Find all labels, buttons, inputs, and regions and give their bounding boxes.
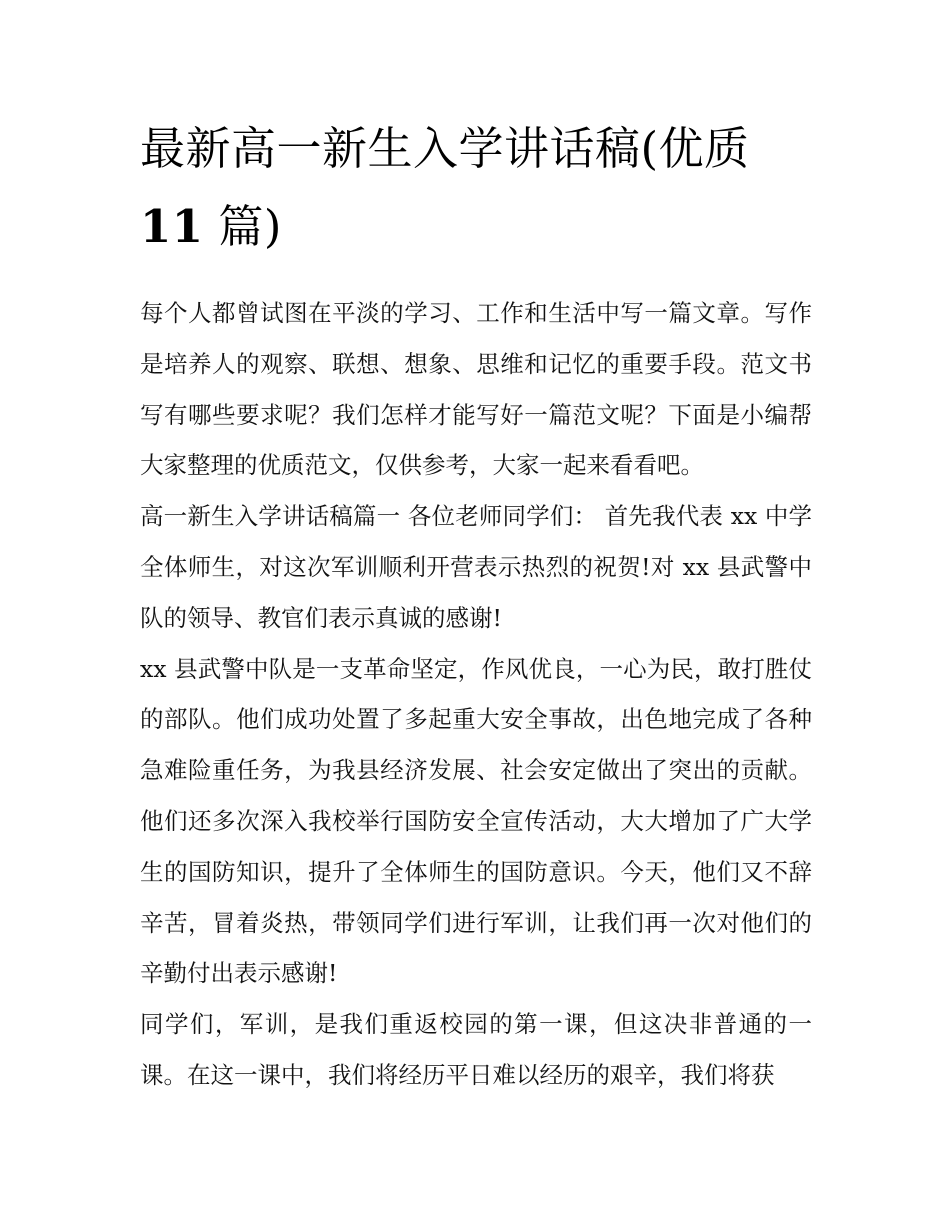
paragraph-greeting: 高一新生入学讲话稿篇一 各位老师同学们： 首先我代表 xx 中学全体师生，对这次军训顺利开营表示热烈的祝贺!对 xx 县武警中队的领导、教官们表示真诚的感谢! bbox=[140, 502, 812, 632]
document-content bbox=[140, 110, 812, 1101]
paragraph-armed-police: xx 县武警中队是一支革命坚定，作风优良，一心为民，敢打胜仗的部队。他们成功处置了多起重大安全事故，出色地完成了各种急难险重任务，为我县经济发展、社会安定做出了突出的贡献。他们还多次深入我校举行国防安全宣传活动，大大增加了广大学生的国防知识，提升了全体师生的国防意识。今天，他们又不辞辛苦，冒着炎热，带领同学们进行军训，让我们再一次对他们的辛勤付出表示感谢! bbox=[140, 654, 812, 988]
title-line-1: 最新高一新生入学讲话稿(优质 bbox=[140, 122, 750, 175]
title-line-2: 篇) bbox=[203, 200, 282, 253]
paragraph-intro: 每个人都曾试图在平淡的学习、工作和生活中写一篇文章。写作是培养人的观察、联想、想象、思维和记忆的重要手段。范文书写有哪些要求呢？我们怎样才能写好一篇范文呢？下面是小编帮大家整理的优质范文，仅供参考，大家一起来看看吧。 bbox=[140, 299, 812, 480]
document-title bbox=[140, 110, 812, 266]
paragraph-military-training: 同学们，军训，是我们重返校园的第一课，但这决非普通的一课。在这一课中，我们将经历平日难以经历的艰辛，我们将获 bbox=[140, 1010, 812, 1089]
title-number: 11 bbox=[140, 200, 204, 253]
